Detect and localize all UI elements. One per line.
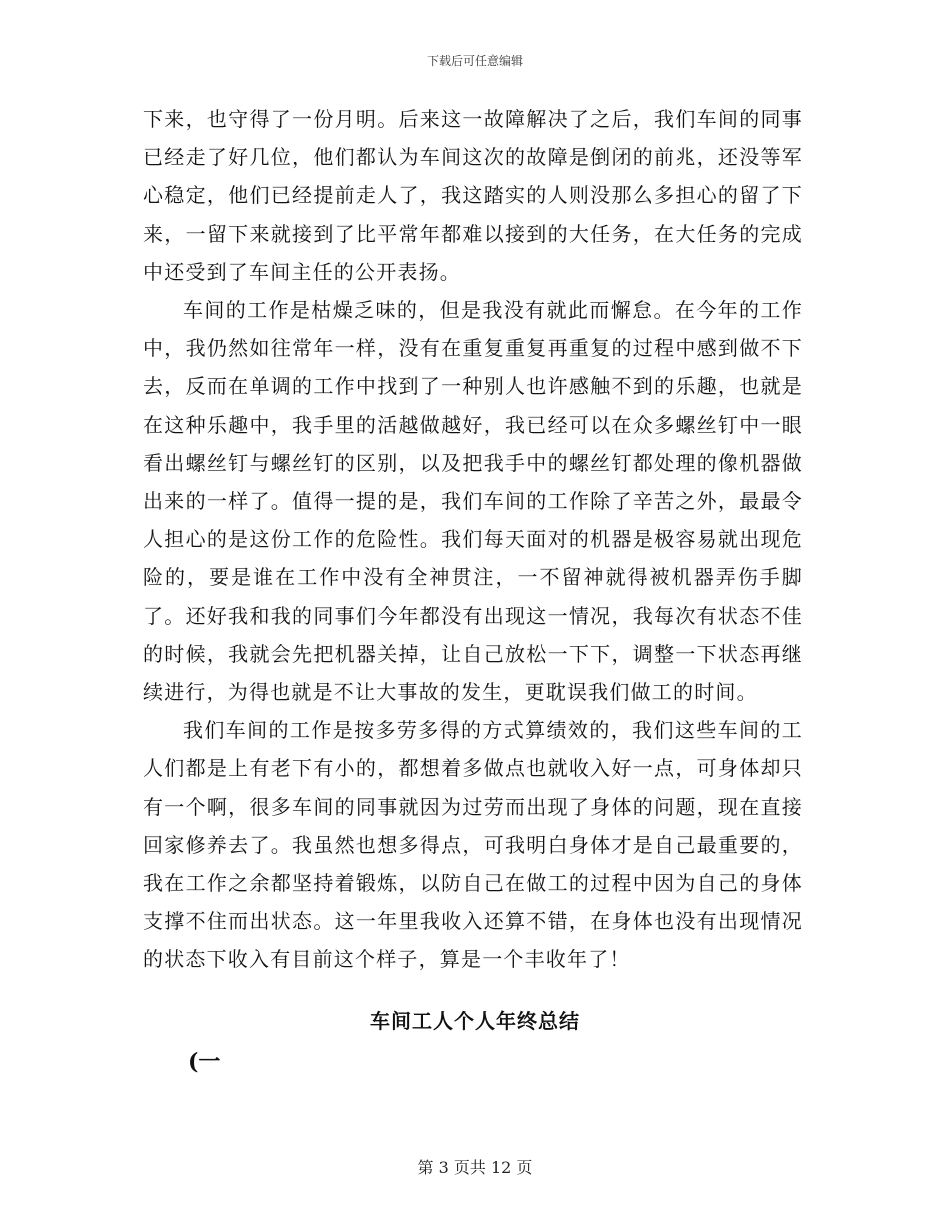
page-header-note: 下载后可任意编辑	[426, 54, 523, 68]
document-title: 车间工人个人年终总结	[370, 1009, 580, 1033]
paragraph-continued: 下来，也守得了一份月明。后来这一故障解决了之后，我们车间的同事已经走了好几位，他们都认为车间这次的故障是倒闭的前兆，还没等军心稳定，他们已经提前走人了，我这踏实的人则没那么多担心的留了下来，一留下来就接到了比平常年都难以接到的大任务，在大任务的完成中还受到了车间主任的公开表扬。	[143, 107, 803, 284]
document-body	[143, 100, 803, 979]
paragraph-workshop-work: 车间的工作是枯燥乏味的，但是我没有就此而懈怠。在今年的工作中，我仍然如往常年一样，没有在重复重复再重复的过程中感到做不下去，反而在单调的工作中找到了一种别人也许感触不到的乐趣，也就是在这种乐趣中，我手里的活越做越好，我已经可以在众多螺丝钉中一眼看出螺丝钉与螺丝钉的区别，以及把我手中的螺丝钉都处理的像机器做出来的一样了。值得一提的是，我们车间的工作除了辛苦之外，最最令人担心的是这份工作的危险性。我们每天面对的机器是极容易就出现危险的，要是谁在工作中没有全神贯注，一不留神就得被机器弄伤手脚了。还好我和我的同事们今年都没有出现这一情况，我每次有状态不佳的时候，我就会先把机器关掉，让自己放松一下下，调整一下状态再继续进行，为得也就是不让大事故的发生，更耽误我们做工的时间。	[143, 298, 803, 705]
paragraph-performance-health: 我们车间的工作是按多劳多得的方式算绩效的，我们这些车间的工人们都是上有老下有小的，都想着多做点也就收入好一点，可身体却只有一个啊，很多车间的同事就因为过劳而出现了身体的问题，现在直接回家修养去了。我虽然也想多得点，可我明白身体才是自己最重要的，我在工作之余都坚持着锻炼，以防自己在做工的过程中因为自己的身体支撑不住而出状态。这一年里我收入还算不错，在身体也没有出现情况的状态下收入有目前这个样子，算是一个丰收年了！	[143, 718, 803, 972]
section-marker: (一	[188, 1049, 221, 1075]
page-number: 第 3 页共 12 页	[417, 1158, 533, 1177]
